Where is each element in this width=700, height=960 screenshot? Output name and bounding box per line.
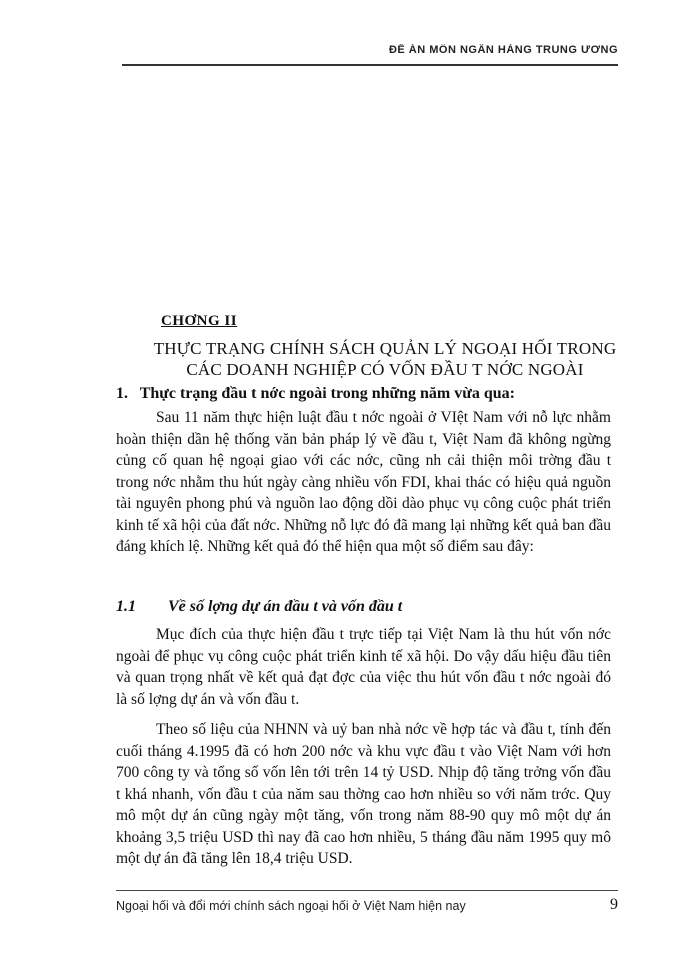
subsection-heading (116, 598, 402, 616)
subsection-title: Về số lợng dự án đầu t và vốn đầu t (168, 598, 403, 615)
footer-title: Ngoại hối và đổi mới chính sách ngoại hối ở Việt Nam hiện nay (116, 899, 466, 913)
chapter-title-line-1: THỰC TRẠNG CHÍNH SÁCH QUẢN LÝ NGOẠI HỐI TRONG (153, 339, 617, 358)
header-divider (122, 64, 618, 66)
subsection-paragraph-2: Theo số liệu của NHNN và uỷ ban nhà nớc về hợp tác và đầu t, tính đến cuối tháng 4.1995 đã có hơn 200 nớc và khu vực đầu t vào Việt Nam với hơn 700 công ty và tổng số vốn lên tới trên 14 tỷ USD. Nhịp độ tăng trởng vốn đầu t khá nhanh, vốn đầu t của năm sau thờng cao hơn nhiều so với năm trớc. Quy mô một dự án cũng ngày một tăng, vốn trong năm 88-90 quy mô một dự án khoảng 3,5 triệu USD thì nay đã cao hơn nhiều, 5 tháng đầu năm 1995 quy mô một dự án đã tăng lên 18,4 triệu USD. (116, 721, 611, 867)
footer-divider (116, 890, 618, 891)
section-title: Thực trạng đầu t nớc ngoài trong những năm vừa qua: (139, 385, 515, 402)
subsection-paragraph-1: Mục đích của thực hiện đầu t trực tiếp tại Việt Nam là thu hút vốn nớc ngoài để phục vụ công cuộc phát triển kinh tế xã hội. Do vậy dấu hiệu đầu tiên và quan trọng nhất về kết quả đạt đợc của việc thu hút vốn đầu t nớc ngoài đó là số lợng dự án và vốn đầu t. (116, 626, 611, 708)
section-number: 1. (116, 385, 128, 402)
running-header: ĐỀ ÁN MÔN NGÂN HÀNG TRUNG ƯƠNG (388, 44, 618, 56)
section-paragraph: Sau 11 năm thực hiện luật đầu t nớc ngoài ở VIệt Nam với nỗ lực nhằm hoàn thiện dần hệ thống văn bản pháp lý về đầu t, Việt Nam đã không ngừng củng cố quan hệ ngoại giao với các nớc, cũng nh cải thiện môi trờng đầu t trong nớc nhằm thu hút ngày càng nhiều vốn FDI, khai thác có hiệu quả nguồn tài nguyên phong phú và nguồn lao động dồi dào phục vụ công cuộc phát triển kinh tế xã hội của đất nớc. Những nỗ lực đó đã mang lại những kết quả ban đầu đáng khích lệ. Những kết quả đó thể hiện qua một số điểm sau đây: (116, 409, 611, 555)
page-number: 9 (610, 896, 618, 913)
subsection-number: 1.1 (116, 598, 136, 615)
chapter-label: CHƠNG II (161, 313, 238, 329)
chapter-title-line-2: CÁC DOANH NGHIỆP CÓ VỐN ĐẦU T NỚC NGOÀI (186, 360, 584, 379)
section-heading (116, 385, 515, 403)
